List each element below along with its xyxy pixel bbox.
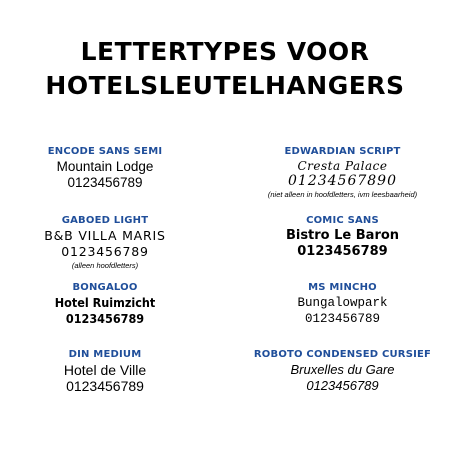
font-name: BONGALOO [72,282,138,293]
sample-text: Bistro Le Baron [285,228,400,243]
font-name: GABOED LIGHT [61,215,149,226]
sample-digits: 0123456789 [66,378,144,394]
sample-text: B&B VILLA MARIS [44,228,166,243]
sample-text: Mountain Lodge [56,159,154,174]
font-note: (niet alleen in hoofdletters, ivm leesbaarheid) [267,190,418,199]
sample-text: Bruxelles du Gare [290,362,395,377]
sample-digits: 0123456789 [67,175,143,190]
sample-text: Bungalowpark [297,296,388,310]
sample-text: Hotel Ruimzicht [54,295,156,310]
page-title-line-1: LETTERTYPES VOOR [80,37,370,66]
font-name: COMIC SANS [306,215,379,226]
font-name: ROBOTO CONDENSED CURSIEF [253,349,432,360]
font-sample-edwardian-script [240,145,445,200]
font-name: ENCODE SANS SEMI [47,146,163,157]
sample-digits: 0123456789 [61,244,149,259]
page-title-line-2: HOTELSLEUTELHANGERS [45,71,405,100]
sample-digits: 0123456789 [297,244,388,259]
font-name: MS MINCHO [308,282,377,293]
font-sample-ms-mincho [240,281,445,327]
sample-digits: 0123456789 [65,311,145,326]
sample-text: Hotel de Ville [63,362,147,378]
font-name: DIN MEDIUM [68,349,142,360]
sample-text: Cresta Palace [297,159,388,173]
font-sample-comic-sans [240,214,445,260]
font-sample-gaboed-light [5,214,205,271]
font-sample-roboto-condensed-cursief [240,348,445,394]
sample-digits: 0123456789 [306,378,379,393]
font-sample-din-medium [5,348,205,394]
sample-digits: 01234567890 [288,173,397,189]
font-note: (alleen hoofdletters) [71,261,139,270]
font-name: EDWARDIAN SCRIPT [284,146,401,157]
sample-digits: 0123456789 [304,312,380,326]
font-sample-encode-sans-semi [5,145,205,191]
font-sample-bongaloo [5,281,205,327]
